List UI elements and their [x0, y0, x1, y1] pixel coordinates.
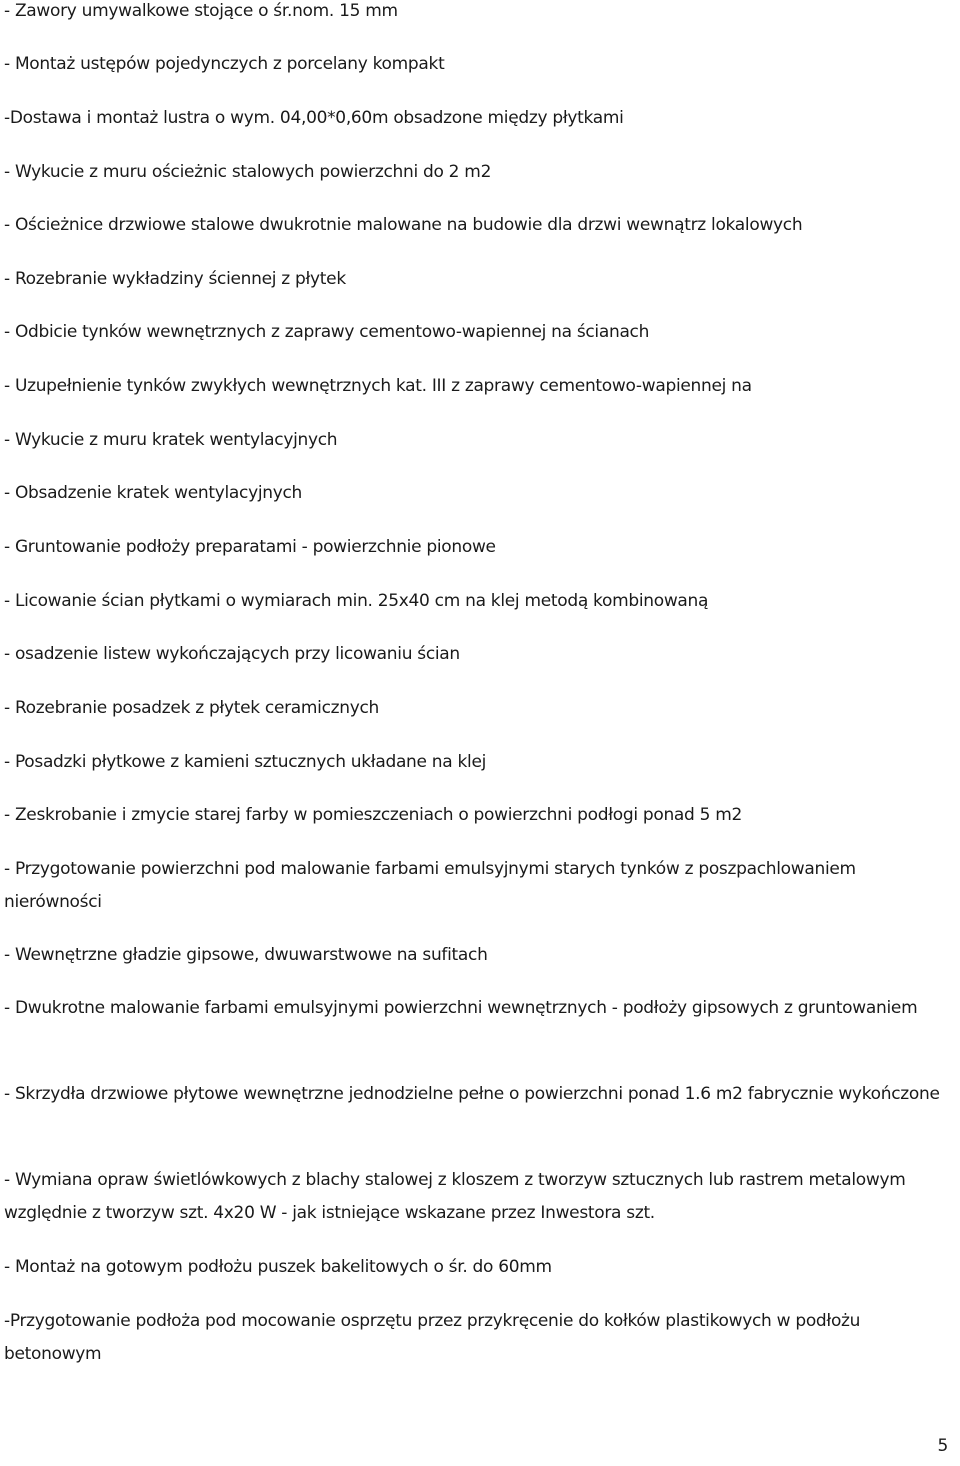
- page-number: 5: [937, 1436, 948, 1456]
- list-item: - Dwukrotne malowanie farbami emulsyjnymi powierzchni wewnętrznych - podłoży gipsowych z gruntowaniem: [4, 998, 918, 1018]
- list-item: - Wymiana opraw świetlówkowych z blachy stalowej z kloszem z tworzyw sztucznych lub rastrem metalowym względnie z tworzyw szt. 4x20 W - jak istniejące wskazane przez Inwestora szt.: [4, 1170, 906, 1223]
- list-item: - Skrzydła drzwiowe płytowe wewnętrzne jednodzielne pełne o powierzchni ponad 1.6 m2 fabrycznie wykończone: [4, 1084, 940, 1104]
- list-item: - Uzupełnienie tynków zwykłych wewnętrznych kat. III z zaprawy cementowo-wapiennej na: [4, 376, 752, 396]
- list-item: - Wykucie z muru kratek wentylacyjnych: [4, 430, 338, 450]
- list-item: - Odbicie tynków wewnętrznych z zaprawy cementowo-wapiennej na ścianach: [4, 322, 650, 342]
- list-item: - Posadzki płytkowe z kamieni sztucznych układane na klej: [4, 752, 487, 772]
- list-item: - Obsadzenie kratek wentylacyjnych: [4, 483, 303, 503]
- list-item: -Dostawa i montaż lustra o wym. 04,00*0,60m obsadzone między płytkami: [4, 108, 624, 128]
- list-item: - Montaż ustępów pojedynczych z porcelany kompakt: [4, 54, 445, 74]
- list-item: - Wewnętrzne gładzie gipsowe, dwuwarstwowe na sufitach: [4, 945, 488, 965]
- list-item: - Rozebranie posadzek z płytek ceramicznych: [4, 698, 380, 718]
- list-item: - osadzenie listew wykończających przy licowaniu ścian: [4, 644, 460, 664]
- list-item: - Rozebranie wykładziny ściennej z płytek: [4, 269, 346, 289]
- list-item: - Montaż na gotowym podłożu puszek bakelitowych o śr. do 60mm: [4, 1257, 552, 1277]
- list-item: -Przygotowanie podłoża pod mocowanie osprzętu przez przykręcenie do kołków plastikowych w podłożu betonowym: [4, 1311, 861, 1364]
- list-item: - Licowanie ścian płytkami o wymiarach min. 25x40 cm na klej metodą kombinowaną: [4, 591, 709, 611]
- list-item: - Przygotowanie powierzchni pod malowanie farbami emulsyjnymi starych tynków z poszpachlowaniem nierówności: [4, 859, 856, 912]
- list-item: - Zawory umywalkowe stojące o śr.nom. 15 mm: [4, 1, 398, 21]
- list-item: - Zeskrobanie i zmycie starej farby w pomieszczeniach o powierzchni podłogi ponad 5 m2: [4, 805, 743, 825]
- list-item: - Wykucie z muru ościeżnic stalowych powierzchni do 2 m2: [4, 162, 492, 182]
- list-item: - Ościeżnice drzwiowe stalowe dwukrotnie malowane na budowie dla drzwi wewnątrz lokalowych: [4, 215, 803, 235]
- list-item: - Gruntowanie podłoży preparatami - powierzchnie pionowe: [4, 537, 496, 557]
